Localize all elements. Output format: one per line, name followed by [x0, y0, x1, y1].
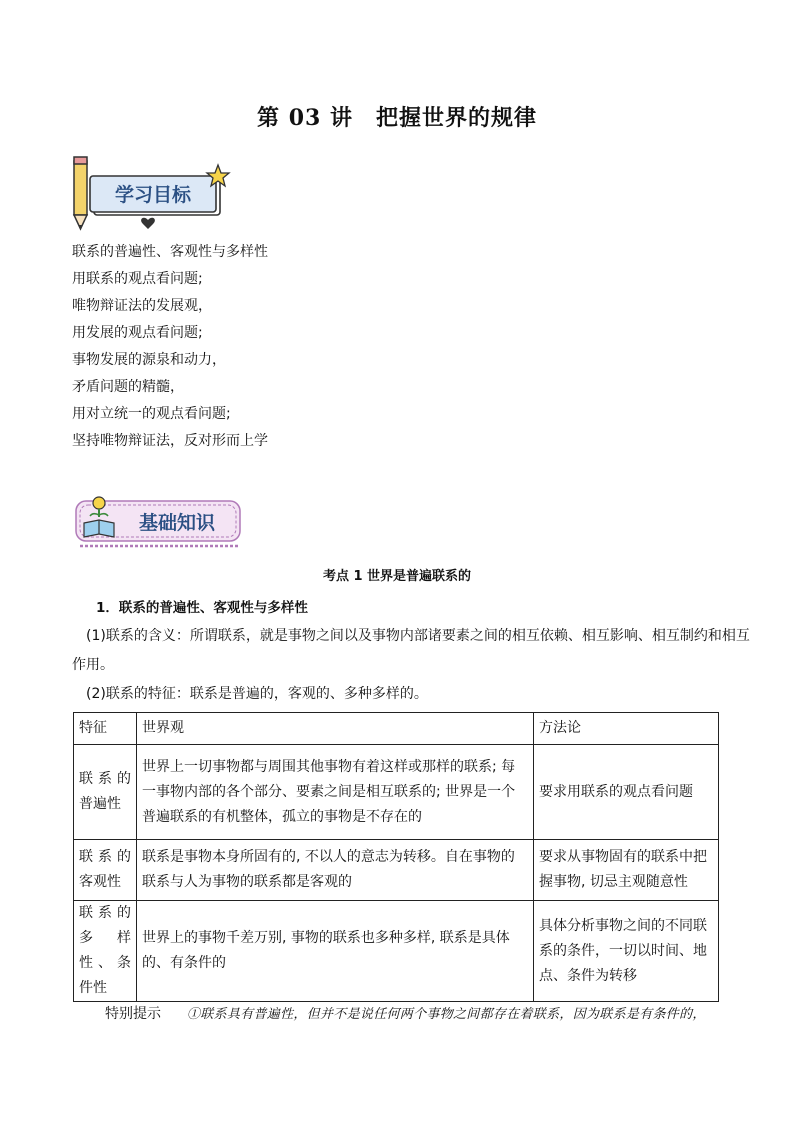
page-title: 第 03 讲 把握世界的规律 — [257, 105, 537, 131]
table-header-cell: 特征 — [74, 713, 137, 745]
goal-item: 联系的普遍性、客观性与多样性 — [72, 244, 268, 260]
table-header-row — [74, 713, 719, 745]
pencil-icon — [74, 157, 87, 229]
table-header-cell: 方法论 — [534, 713, 719, 745]
goal-item: 用联系的观点看问题; — [72, 271, 203, 287]
table-cell-feature: 联 系 的多样性、条件性 — [74, 901, 137, 1002]
table-cell-worldview: 世界上一切事物都与周围其他事物有着这样或那样的联系; 每一事物内部的各个部分、要素之间是相互联系的; 世界是一个普遍联系的有机整体，孤立的事物是不存在的 — [137, 745, 534, 840]
table-cell-worldview: 世界上的事物千差万别, 事物的联系也多种多样, 联系是具体的、有条件的 — [137, 901, 534, 1002]
table-header-cell: 世界观 — [137, 713, 534, 745]
goal-item: 用发展的观点看问题; — [72, 325, 203, 341]
kaodian-heading: 考点 1 世界是普遍联系的 — [322, 569, 472, 584]
paragraph-definition: (1)联系的含义：所谓联系，就是事物之间以及事物内部诸要素之间的相互依赖、相互影响、相互制约和相互作用。 — [72, 628, 750, 673]
paragraph-characteristics: (2)联系的特征：联系是普遍的，客观的、多种多样的。 — [86, 686, 428, 702]
knowledge-badge-label: 基础知识 — [138, 512, 216, 534]
characteristics-table — [73, 712, 719, 1002]
knowledge-badge — [72, 493, 244, 551]
goal-item: 坚持唯物辩证法，反对形而上学 — [72, 433, 268, 449]
table-cell-methodology: 具体分析事物之间的不同联系的条件，一切以时间、地点、条件为转移 — [534, 901, 719, 1002]
table-row — [74, 840, 719, 901]
heart-icon — [141, 218, 155, 229]
goal-item: 事物发展的源泉和动力， — [72, 352, 226, 368]
table-row — [74, 745, 719, 840]
tip-label: 特别提示 — [105, 1006, 161, 1022]
table-cell-worldview: 联系是事物本身所固有的, 不以人的意志为转移。自在事物的联系与人为事物的联系都是客观的 — [137, 840, 534, 901]
goal-item: 用对立统一的观点看问题; — [72, 406, 231, 422]
table-cell-methodology: 要求从事物固有的联系中把握事物, 切忌主观随意性 — [534, 840, 719, 901]
goals-badge-label: 学习目标 — [114, 184, 192, 206]
table-cell-feature: 联 系 的普遍性 — [74, 745, 137, 840]
goal-item: 矛盾问题的精髓， — [72, 379, 184, 395]
table-row — [74, 901, 719, 1002]
table-cell-feature: 联 系 的客观性 — [74, 840, 137, 901]
goal-item: 唯物辩证法的发展观， — [72, 298, 212, 314]
goals-badge — [68, 155, 234, 235]
section-heading: 1．联系的普遍性、客观性与多样性 — [96, 600, 308, 616]
table-cell-methodology: 要求用联系的观点看问题 — [534, 745, 719, 840]
tip-text: ①联系具有普遍性，但并不是说任何两个事物之间都存在着联系，因为联系是有条件的， — [187, 1007, 706, 1022]
